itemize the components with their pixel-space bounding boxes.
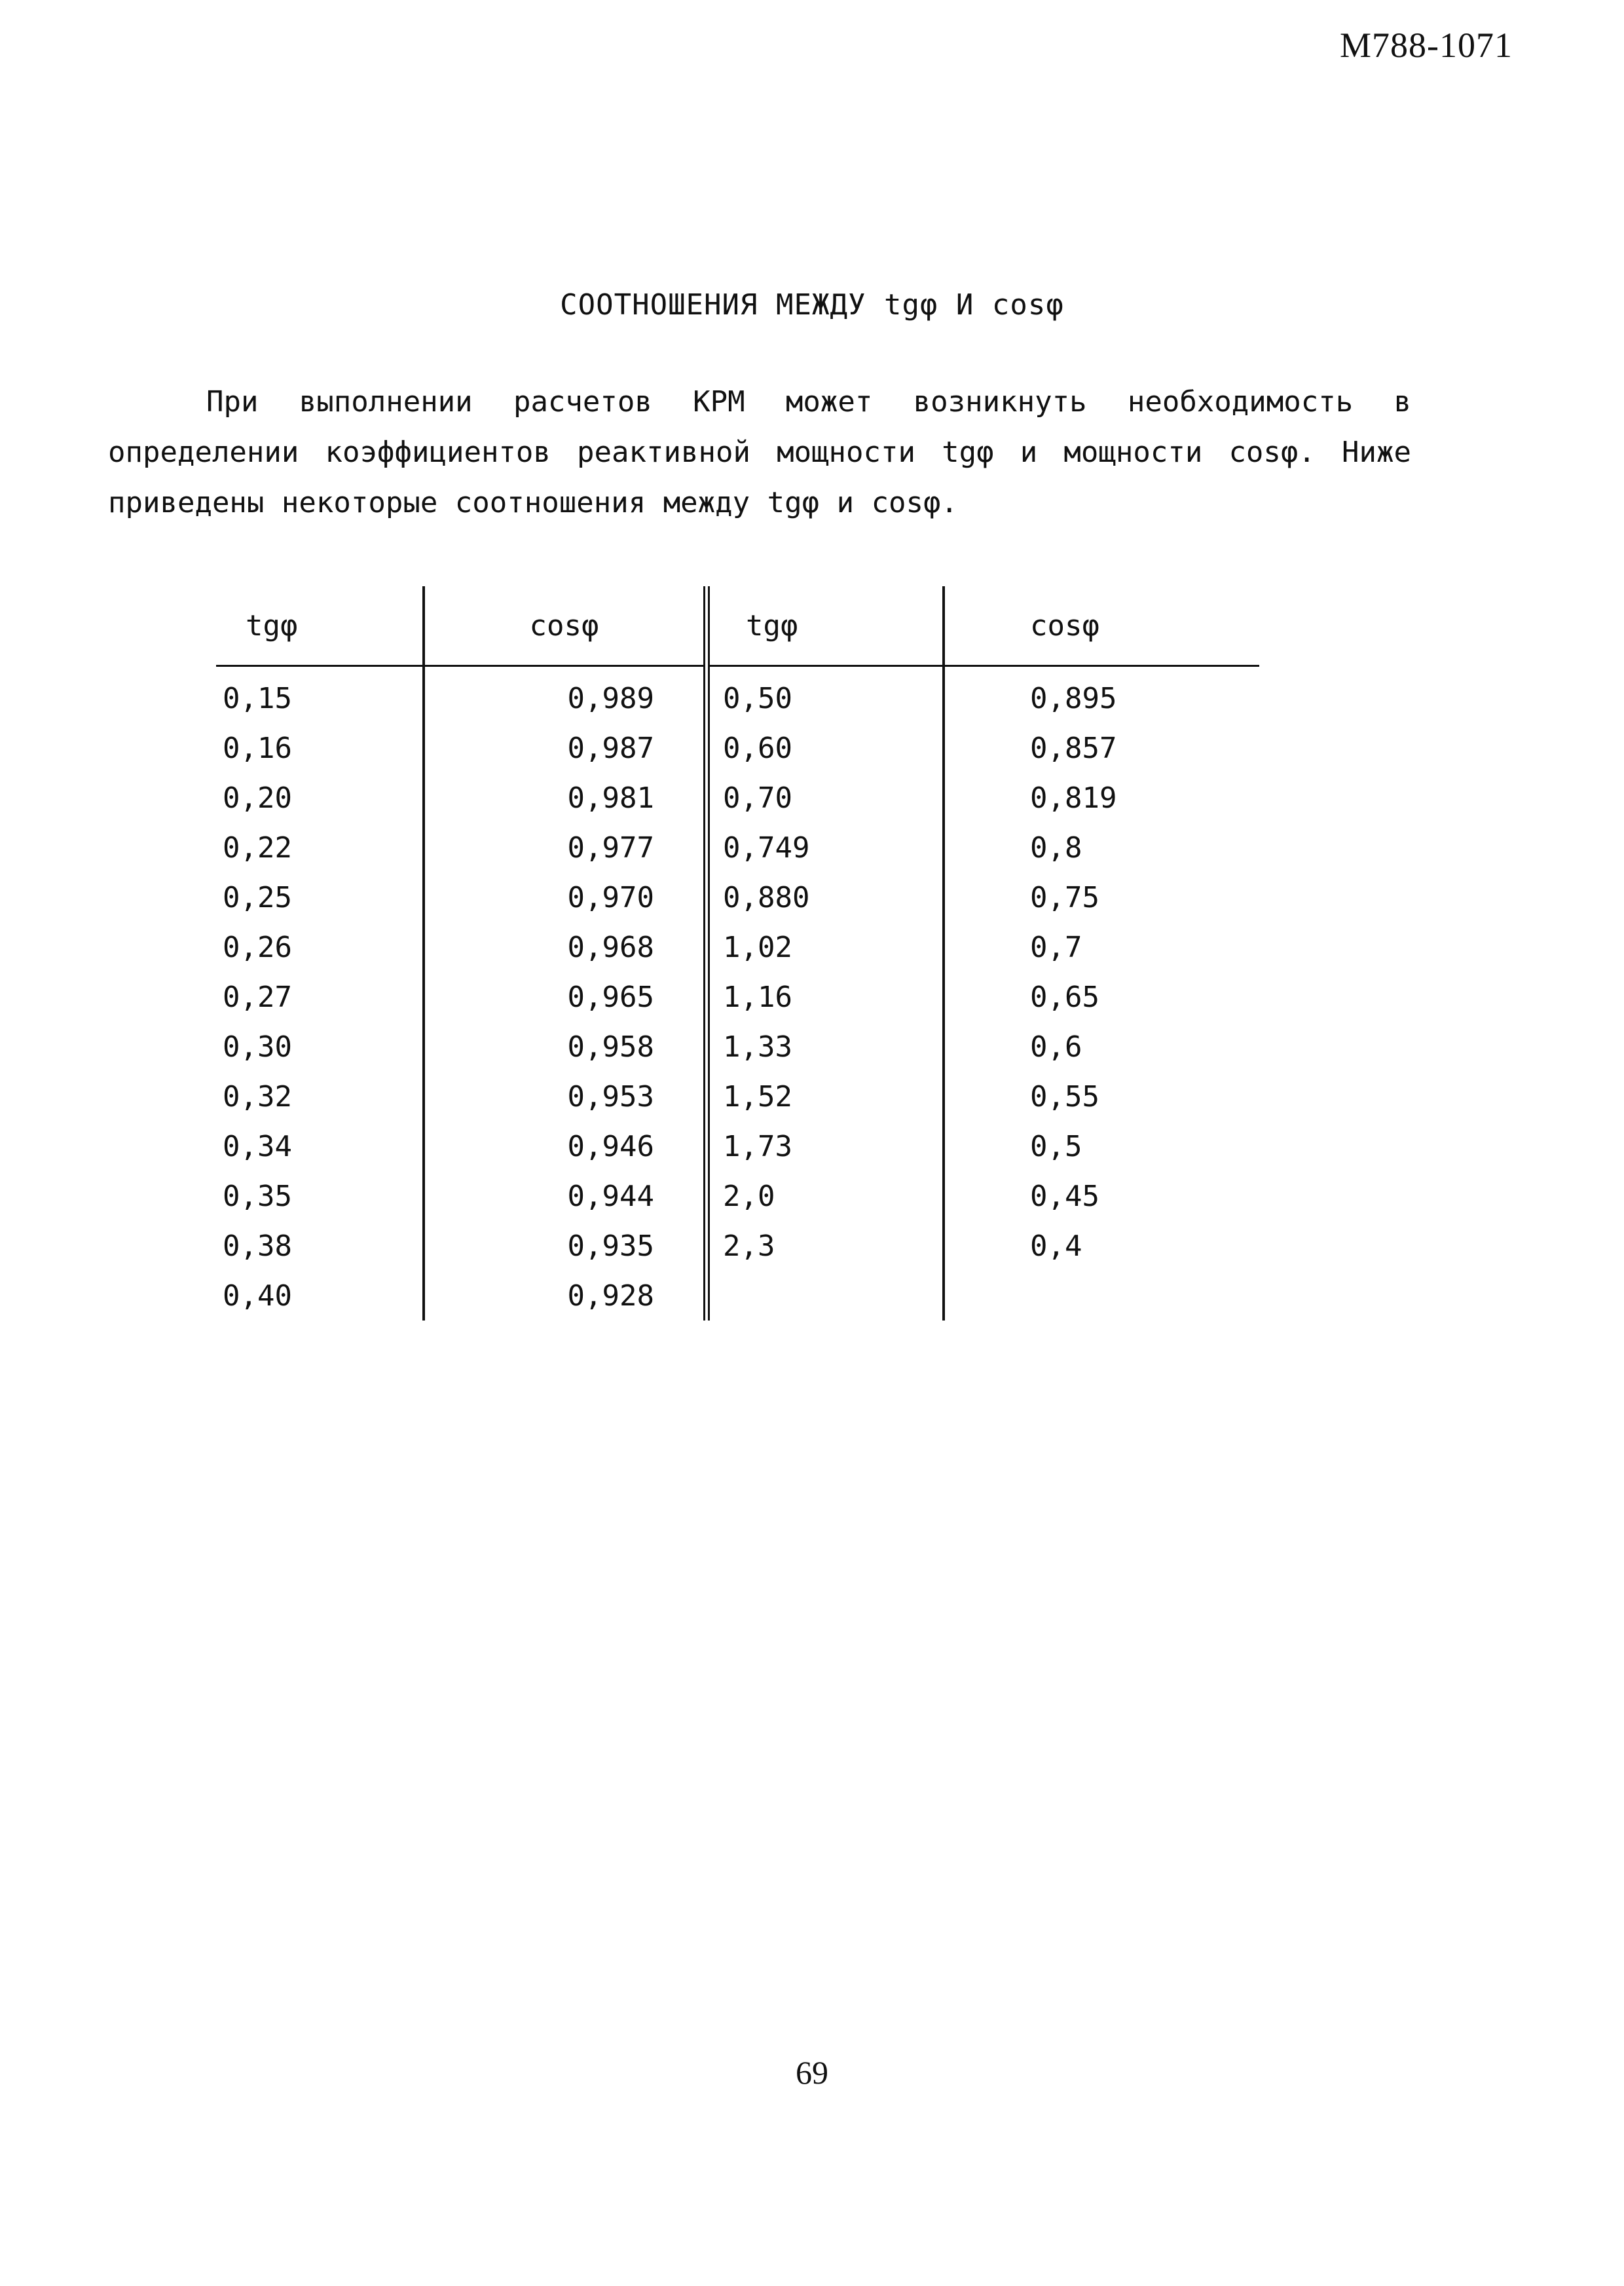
- table-body: [216, 666, 1259, 1321]
- table-row: [216, 1121, 1259, 1171]
- cell-tg-left: 0,16: [223, 731, 292, 765]
- cell-cos-left: 0,953: [424, 1072, 707, 1121]
- cell-tg-right: 1,33: [707, 1022, 944, 1072]
- cell-cos-right: 0,819: [944, 773, 1259, 823]
- cell-cos-right: 0,5: [944, 1121, 1259, 1171]
- cell-tg-left: 0,15: [223, 681, 292, 715]
- cell-tg-right: 0,880: [707, 872, 944, 922]
- table-row: [216, 922, 1259, 972]
- cell-cos-right: 0,857: [944, 723, 1259, 773]
- cell-tg-right: 1,16: [707, 972, 944, 1022]
- table-row: [216, 1171, 1259, 1221]
- header-cos-left: cosφ: [424, 586, 707, 666]
- cell-cos-left: 0,968: [424, 922, 707, 972]
- cell-cos-left: 0,935: [424, 1221, 707, 1271]
- cell-tg-left: 0,32: [223, 1079, 292, 1114]
- cell-tg-left: 0,20: [223, 781, 292, 815]
- cell-tg-left: 0,40: [223, 1279, 292, 1313]
- cell-tg-right: 0,50: [707, 666, 944, 724]
- cell-cos-right: 0,45: [944, 1171, 1259, 1221]
- cell-tg-right: 2,3: [707, 1221, 944, 1271]
- cell-cos-right: 0,55: [944, 1072, 1259, 1121]
- cell-cos-left: 0,987: [424, 723, 707, 773]
- cell-tg-right: 1,02: [707, 922, 944, 972]
- table-row: [216, 1221, 1259, 1271]
- page-title: СООТНОШЕНИЯ МЕЖДУ tgφ И cosφ: [560, 288, 1064, 322]
- cell-cos-right: [944, 1271, 1259, 1321]
- cell-tg-right: 0,749: [707, 823, 944, 872]
- cell-cos-right: 0,75: [944, 872, 1259, 922]
- cell-tg-left: 0,26: [223, 930, 292, 964]
- cell-cos-left: 0,944: [424, 1171, 707, 1221]
- cell-cos-left: 0,965: [424, 972, 707, 1022]
- cell-tg-left: 0,22: [223, 831, 292, 865]
- cell-tg-left: 0,38: [223, 1229, 292, 1263]
- header-tg-right: tgφ: [707, 586, 944, 666]
- cell-cos-left: 0,928: [424, 1271, 707, 1321]
- header-tg-left: tgφ: [216, 586, 424, 666]
- cell-cos-left: 0,958: [424, 1022, 707, 1072]
- cell-cos-left: 0,981: [424, 773, 707, 823]
- table-row: [216, 1271, 1259, 1321]
- table-header-row: [216, 586, 1259, 666]
- cell-tg-right: [707, 1271, 944, 1321]
- cell-tg-left: 0,35: [223, 1179, 292, 1213]
- cell-cos-left: 0,977: [424, 823, 707, 872]
- cell-tg-right: 0,60: [707, 723, 944, 773]
- intro-paragraph: При выполнении расчетов КРМ может возникнуть необходимость в определении коэффициентов реактивной мощности tgφ и мощности cosφ. Ниже приведены некоторые соотношения между tgφ и cosφ.: [108, 385, 1411, 519]
- table-row: [216, 723, 1259, 773]
- cell-cos-left: 0,970: [424, 872, 707, 922]
- cell-tg-right: 1,73: [707, 1121, 944, 1171]
- cell-cos-right: 0,4: [944, 1221, 1259, 1271]
- cell-tg-left: 0,30: [223, 1030, 292, 1064]
- cell-tg-left: 0,27: [223, 980, 292, 1014]
- table-row: [216, 823, 1259, 872]
- table-row: [216, 773, 1259, 823]
- table-row: [216, 872, 1259, 922]
- cell-tg-right: 2,0: [707, 1171, 944, 1221]
- cell-cos-right: 0,6: [944, 1022, 1259, 1072]
- document-code: М788-1071: [1340, 26, 1513, 65]
- cell-cos-right: 0,7: [944, 922, 1259, 972]
- cell-tg-left: 0,25: [223, 880, 292, 914]
- page-number: 69: [796, 2054, 828, 2091]
- cell-tg-right: 1,52: [707, 1072, 944, 1121]
- cell-tg-left: 0,34: [223, 1129, 292, 1163]
- table-row: [216, 972, 1259, 1022]
- cell-cos-left: 0,989: [424, 666, 707, 724]
- cell-cos-left: 0,946: [424, 1121, 707, 1171]
- table-row: [216, 666, 1259, 724]
- table-row: [216, 1072, 1259, 1121]
- cell-cos-right: 0,65: [944, 972, 1259, 1022]
- cell-cos-right: 0,8: [944, 823, 1259, 872]
- table-row: [216, 1022, 1259, 1072]
- cell-cos-right: 0,895: [944, 666, 1259, 724]
- header-cos-right: cosφ: [944, 586, 1259, 666]
- cell-tg-right: 0,70: [707, 773, 944, 823]
- tg-cos-table: [216, 586, 1259, 1321]
